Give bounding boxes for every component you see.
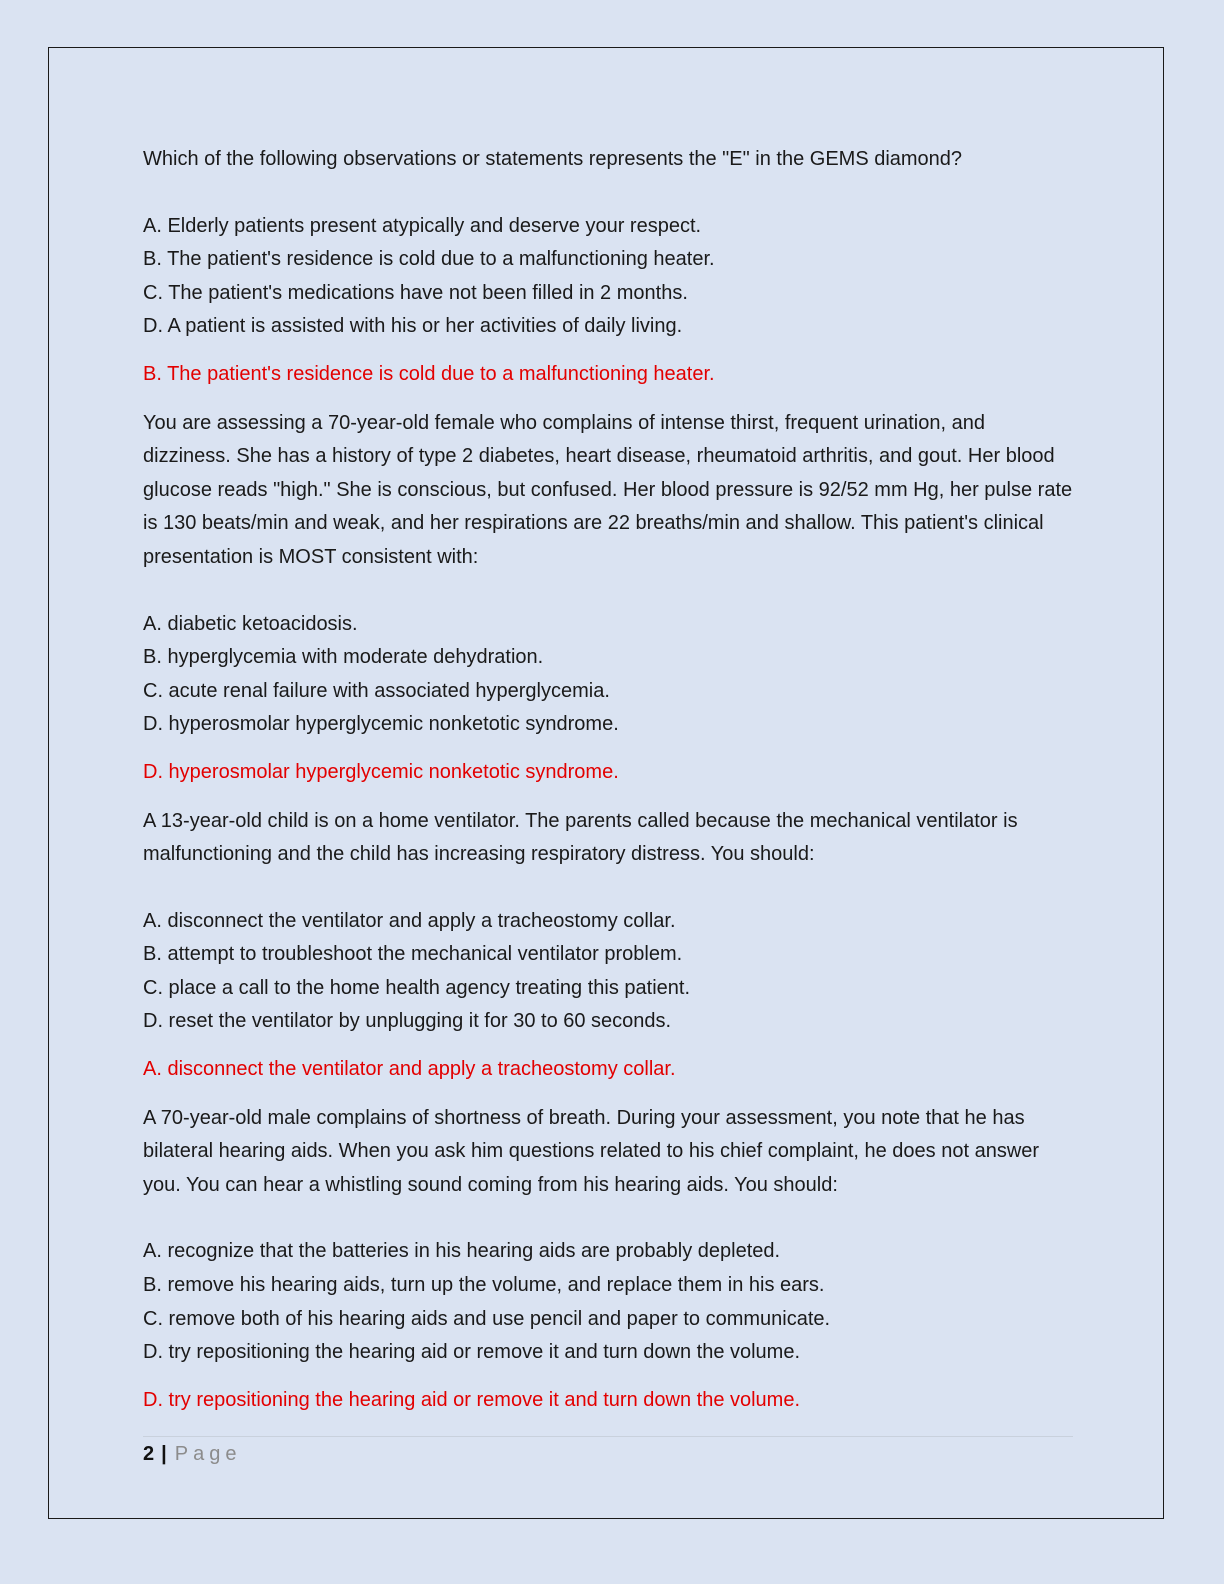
option-a: A. Elderly patients present atypically and deserve your respect. [143, 214, 702, 237]
question-block-2 [143, 407, 1078, 790]
page-number: 2 [143, 1443, 155, 1465]
option-b: B. The patient's residence is cold due to a malfunctioning heater. [143, 248, 715, 271]
option-c: C. The patient's medications have not been filled in 2 months. [143, 281, 688, 304]
option-list [143, 608, 1078, 742]
option-c: C. place a call to the home health agency treating this patient. [143, 976, 691, 999]
option-a: A. recognize that the batteries in his hearing aids are probably depleted. [143, 1240, 781, 1263]
option-c: C. acute renal failure with associated hyperglycemia. [143, 679, 610, 702]
option-b: B. remove his hearing aids, turn up the volume, and replace them in his ears. [143, 1274, 825, 1297]
question-block-3 [143, 805, 1078, 1087]
answer-text: B. The patient's residence is cold due to a malfunctioning heater. [143, 362, 715, 385]
question-text: You are assessing a 70-year-old female who complains of intense thirst, frequent urination, and dizziness. She has a history of type 2 diabetes, heart disease, rheumatoid arthritis, and gout. Her blood glucose reads "high." She is conscious, but confused. Her blood pressure is 92/52 mm Hg, her pulse rate is 130 beats/min and weak, and her respirations are 22 breaths/min and shallow. This patient's clinical presentation is MOST consistent with: [143, 411, 1073, 568]
option-a: A. diabetic ketoacidosis. [143, 612, 358, 635]
option-a: A. disconnect the ventilator and apply a tracheostomy collar. [143, 909, 676, 932]
question-text: A 70-year-old male complains of shortness of breath. During your assessment, you note that he has bilateral hearing aids. When you ask him questions related to his chief complaint, he does not answer you. You can hear a whistling sound coming from his hearing aids. You should: [143, 1106, 1040, 1196]
option-list [143, 1235, 1078, 1369]
answer-text: D. try repositioning the hearing aid or remove it and turn down the volume. [143, 1388, 801, 1411]
option-b: B. attempt to troubleshoot the mechanical ventilator problem. [143, 943, 683, 966]
question-block-4 [143, 1102, 1078, 1418]
option-list [143, 210, 1078, 344]
option-d: D. try repositioning the hearing aid or remove it and turn down the volume. [143, 1341, 801, 1364]
option-list [143, 905, 1078, 1039]
option-d: D. hyperosmolar hyperglycemic nonketotic syndrome. [143, 713, 619, 736]
page-footer [143, 1440, 241, 1468]
option-b: B. hyperglycemia with moderate dehydration. [143, 646, 544, 669]
question-text: A 13-year-old child is on a home ventilator. The parents called because the mechanical ventilator is malfunctioning and the child has increasing respiratory distress. You should: [143, 809, 1018, 866]
option-c: C. remove both of his hearing aids and use pencil and paper to communicate. [143, 1307, 831, 1330]
question-text: Which of the following observations or statements represents the "E" in the GEMS diamond? [143, 148, 963, 170]
answer-text: A. disconnect the ventilator and apply a tracheostomy collar. [143, 1058, 676, 1081]
option-d: D. reset the ventilator by unplugging it for 30 to 60 seconds. [143, 1010, 672, 1033]
footer-divider [143, 1436, 1073, 1437]
answer-text: D. hyperosmolar hyperglycemic nonketotic syndrome. [143, 760, 619, 783]
page-label: Page [174, 1443, 242, 1465]
footer-separator: | [161, 1443, 167, 1465]
document-body [143, 143, 1078, 1432]
option-d: D. A patient is assisted with his or her activities of daily living. [143, 315, 683, 338]
question-block-1 [143, 143, 1078, 392]
